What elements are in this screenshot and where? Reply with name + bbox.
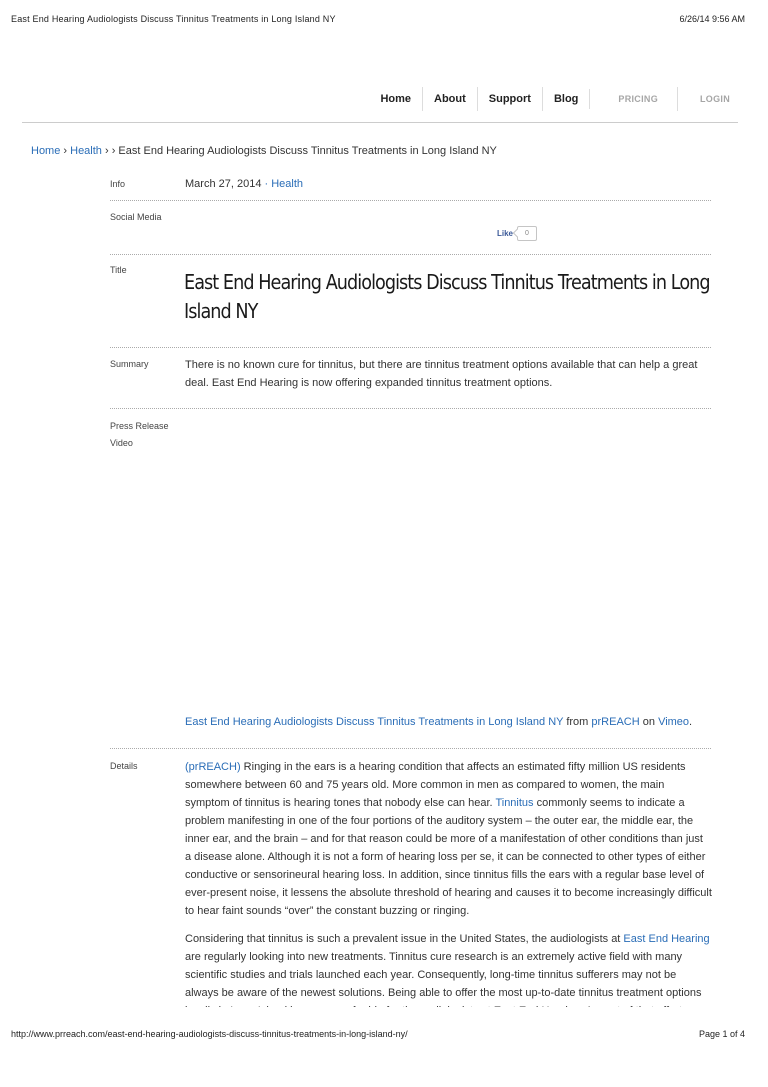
details-text: commonly seems to indicate a problem manifesting in one of the four portions of the auditory system – the outer ear, the middle ear, the inner ear, and the brain – and for that reason could be more of a manifestation of other conditions than just a disease alone. Although it is not a form of hearing loss per se, it can be connected to other types of either conductive or sensorineural hearing loss. In addition, since tinnitus fills the ears with a regular base level of ever-present noise, it lessens the absolute threshold of hearing and causes it to become increasingly difficult to hear faint sounds “over” the constant buzzing or ringing. <box>185 797 712 917</box>
row-divider <box>110 200 711 201</box>
article-title: East End Hearing Audiologists Discuss Tinnitus Treatments in Long Island NY <box>184 270 710 323</box>
nav-support-link[interactable]: Support <box>478 87 543 111</box>
info-value <box>185 178 303 190</box>
video-credit-end: . <box>689 716 693 728</box>
prreach-link[interactable]: (prREACH) <box>185 761 241 773</box>
print-header-title: East End Hearing Audiologists Discuss Tinnitus Treatments in Long Island NY <box>11 14 336 24</box>
breadcrumb-current: East End Hearing Audiologists Discuss Tinnitus Treatments in Long Island NY <box>118 145 497 157</box>
breadcrumb <box>31 145 497 157</box>
nav-pricing-link[interactable]: PRICING <box>618 94 658 104</box>
nav-about-link[interactable]: About <box>423 87 478 111</box>
details-text: Considering that tinnitus is such a prevalent issue in the United States, the audiologists at <box>185 933 624 945</box>
nav-blog-link[interactable]: Blog <box>553 93 579 105</box>
video-label-line2: Video <box>110 438 133 448</box>
row-divider <box>110 408 711 409</box>
breadcrumb-separator: › <box>60 145 71 157</box>
like-button[interactable]: Like <box>497 229 514 238</box>
video-source-link[interactable]: prREACH <box>591 716 640 728</box>
nav-divider <box>589 89 590 109</box>
social-media-label: Social Media <box>110 212 162 222</box>
video-credit <box>185 716 692 728</box>
video-title-link[interactable]: East End Hearing Audiologists Discuss Tinnitus Treatments in Long Island NY <box>185 716 564 728</box>
tinnitus-link[interactable]: Tinnitus <box>495 797 534 809</box>
video-on-text: on <box>639 716 659 728</box>
top-nav <box>369 87 730 111</box>
press-release-video-label <box>110 421 169 448</box>
row-divider <box>110 254 711 255</box>
nav-home-link[interactable]: Home <box>369 87 423 111</box>
breadcrumb-home-link[interactable]: Home <box>31 145 61 157</box>
print-footer <box>0 1007 768 1087</box>
details-text: Ringing in the ears is a hearing condition that affects an estimated fifty million US residents somewhere between 60 and 75 years old. More common in men as compared to women, the main symptom of tinnitus is hearing tones that nobody else can hear. <box>185 761 686 809</box>
summary-label: Summary <box>110 359 149 369</box>
row-divider <box>110 347 711 348</box>
category-link[interactable]: Health <box>271 178 304 190</box>
publish-date: March 27, 2014 <box>185 178 262 190</box>
facebook-like-widget[interactable] <box>497 226 537 241</box>
nav-login-link[interactable]: LOGIN <box>677 87 730 111</box>
details-label: Details <box>110 761 138 771</box>
breadcrumb-health-link[interactable]: Health <box>70 145 102 157</box>
details-text: are regularly looking into new treatments. Tinnitus cure research is an extremely active field with many scientific studies and trials launched each year. Consequently, long-time tinnitus sufferers may not be always be aware of the newest solutions. Being able to offer the most up-to-date tinnitus treatment options <box>185 951 702 999</box>
info-label: Info <box>110 179 126 189</box>
details-paragraph <box>185 758 712 920</box>
info-separator: · <box>261 178 272 190</box>
row-divider <box>110 748 711 749</box>
details-body <box>185 758 712 1030</box>
video-from-text: from <box>563 716 592 728</box>
video-platform-link[interactable]: Vimeo <box>658 716 690 728</box>
print-header-datetime: 6/26/14 9:56 AM <box>679 14 745 24</box>
summary-text: There is no known cure for tinnitus, but there are tinnitus treatment options available that can help a great deal. East End Hearing is now offering expanded tinnitus treatment options. <box>185 359 698 389</box>
video-label-line1: Press Release <box>110 421 169 431</box>
print-footer-page-number: Page 1 of 4 <box>698 1029 745 1039</box>
breadcrumb-separator: › › <box>101 145 119 157</box>
title-label: Title <box>110 265 127 275</box>
print-footer-url: http://www.prreach.com/east-end-hearing-audiologists-discuss-tinnitus-treatments-in-long-island-ny/ <box>11 1029 408 1039</box>
header-divider <box>22 122 738 123</box>
east-end-hearing-link[interactable]: East End Hearing <box>623 933 710 945</box>
like-count: 0 <box>517 226 537 241</box>
print-header <box>0 0 768 30</box>
